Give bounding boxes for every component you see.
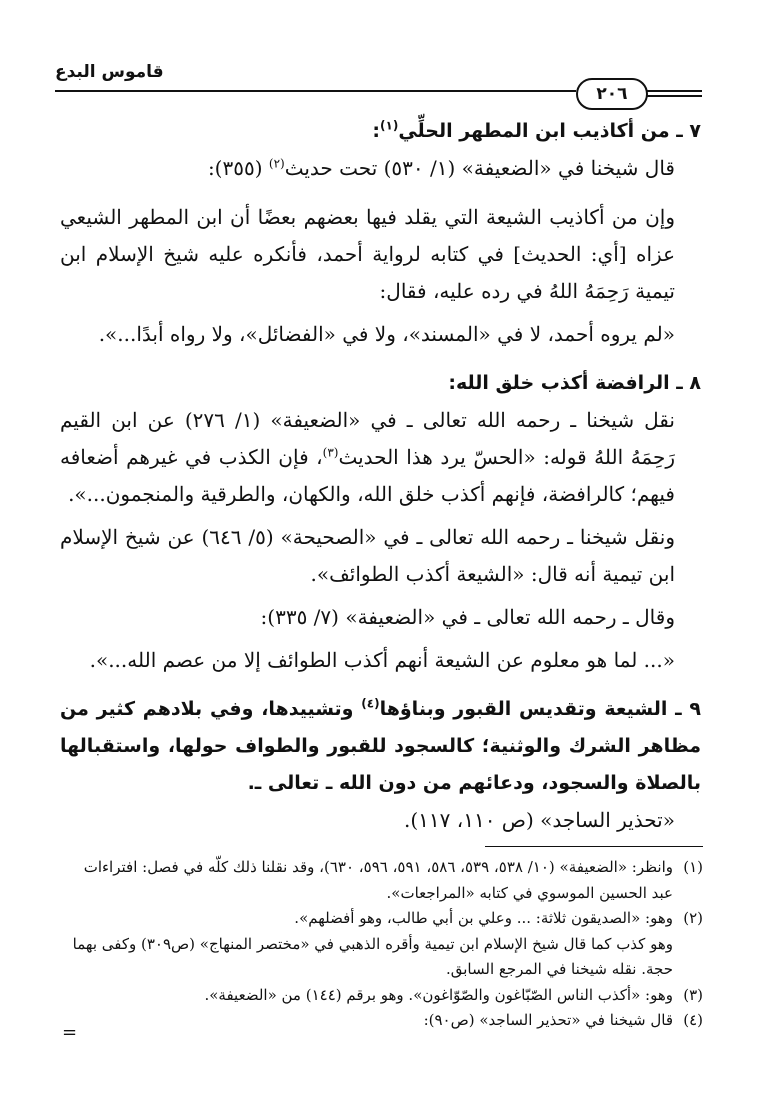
quote: «لم يروه أحمد، لا في «المسند»، ولا في «الفضائل»، ولا رواه أبدًا...». — [98, 322, 675, 346]
text: قال شيخنا في «الضعيفة» (١/ ٥٣٠) تحت حديث — [284, 156, 675, 180]
footnote — [60, 906, 703, 932]
running-title: قاموس البدع — [55, 62, 164, 82]
page-header — [0, 0, 759, 110]
footnote-number: (٢) — [683, 909, 703, 927]
paragraph: ونقل شيخنا ـ رحمه الله تعالى ـ في «الصحيحة» (٥/ ٦٤٦) عن شيخ الإسلام ابن تيمية أنه قال: «الشيعة أكذب الطوائف». — [60, 525, 675, 586]
footnote-text: وهو: «الصديقون ثلاثة: ... وعلي بن أبي طالب، وهو أفضلهم». — [294, 909, 673, 927]
text: نقل شيخنا ـ رحمه الله تعالى ـ في «الضعيفة» (١/ ٢٧٦) عن ابن القيم رَحِمَهُ اللهُ قوله: «الحسّ يرد هذا الحديث — [60, 408, 676, 469]
footnote-text: وهو: «أكذب الناس الصّبّاغون والصّوّاغون». وهو برقم (١٤٤) من «الضعيفة». — [204, 985, 673, 1004]
footnote — [60, 855, 703, 906]
footnote-text: قال شيخنا في «تحذير الساجد» (ص٩٠): — [423, 1011, 673, 1029]
section-heading — [60, 691, 701, 802]
page-number — [576, 78, 648, 110]
section-heading — [60, 113, 701, 150]
footnote — [60, 983, 703, 1009]
footnote-ref: (٤) — [361, 696, 380, 711]
page-number-text: ٢٠٦ — [596, 84, 628, 104]
footnote-ref: (٢) — [268, 156, 285, 171]
footnote-ref: (٣) — [322, 445, 339, 460]
heading-text: ٧ ـ من أكاذيب ابن المطهر الحلِّي — [398, 120, 701, 142]
main-text — [60, 113, 701, 839]
paragraph: وإن من أكاذيب الشيعة التي يقلد فيها بعضهم بعضًا أن ابن المطهر الشيعي عزاه [أي: الحديث] في كتابه لرواية أحمد، فأنكره عليه شيخ الإسلام ابن تيمية رَحِمَهُ اللهُ في رده عليه، فقال: — [60, 205, 675, 303]
header-rule — [644, 90, 702, 92]
footnote-ref: (١) — [380, 118, 399, 133]
heading-text: وتشييدها، وفي بلادهم كثير من مظاهر الشرك والوثنية؛ كالسجود للقبور والطواف حولها، واستقبالها بالصلاة والسجود، ودعائهم من دون الله ـ تعالى ـ. — [60, 698, 701, 794]
heading-text: ٩ ـ الشيعة وتقديس القبور وبناؤها — [379, 698, 701, 720]
reference: «تحذير الساجد» (ص ١١٠، ١١٧). — [403, 808, 675, 832]
header-rule — [55, 90, 576, 92]
text: ، فإن الكذب في غيرهم أضعافه فيهم؛ كالرافضة، فإنهم أكذب خلق الله، والكهان، والطرقية والمنجمون...». — [60, 445, 675, 506]
footnote — [60, 1008, 703, 1034]
text: (٣٥٥): — [207, 156, 269, 180]
footnote-text: وانظر: «الضعيفة» (١٠/ ٥٣٨، ٥٣٩، ٥٨٦، ٥٩١، ٥٩٦، ٦٣٠)، وقد نقلنا ذلك كلّه في فصل: افتراءات عبد الحسين الموسوي في كتابه «المراجعات». — [83, 858, 673, 902]
footnote-continuation: وهو كذب كما قال شيخ الإسلام ابن تيمية وأقره الذهبي في «مختصر المنهاج» (ص٣٠٩) وكفى بهما حجة. نقله شيخنا في المرجع السابق. — [72, 934, 673, 978]
footnote-rule — [485, 846, 703, 847]
footnotes — [60, 855, 703, 1034]
paragraph: وقال ـ رحمه الله تعالى ـ في «الضعيفة» (٧/ ٣٣٥): — [260, 605, 675, 629]
header-rule — [644, 95, 702, 97]
footnote-number: (٣) — [683, 985, 703, 1004]
heading-text: : — [372, 120, 381, 142]
quote: «... لما هو معلوم عن الشيعة أنهم أكذب الطوائف إلا من عصم الله...». — [89, 648, 675, 672]
paragraph — [60, 402, 701, 513]
footnote-number: (٤) — [683, 1011, 703, 1029]
paragraph — [60, 150, 701, 187]
section-heading: ٨ ـ الرافضة أكذب خلق الله: — [448, 372, 701, 394]
margin-mark: = — [62, 1022, 78, 1043]
footnote-number: (١) — [683, 858, 703, 876]
